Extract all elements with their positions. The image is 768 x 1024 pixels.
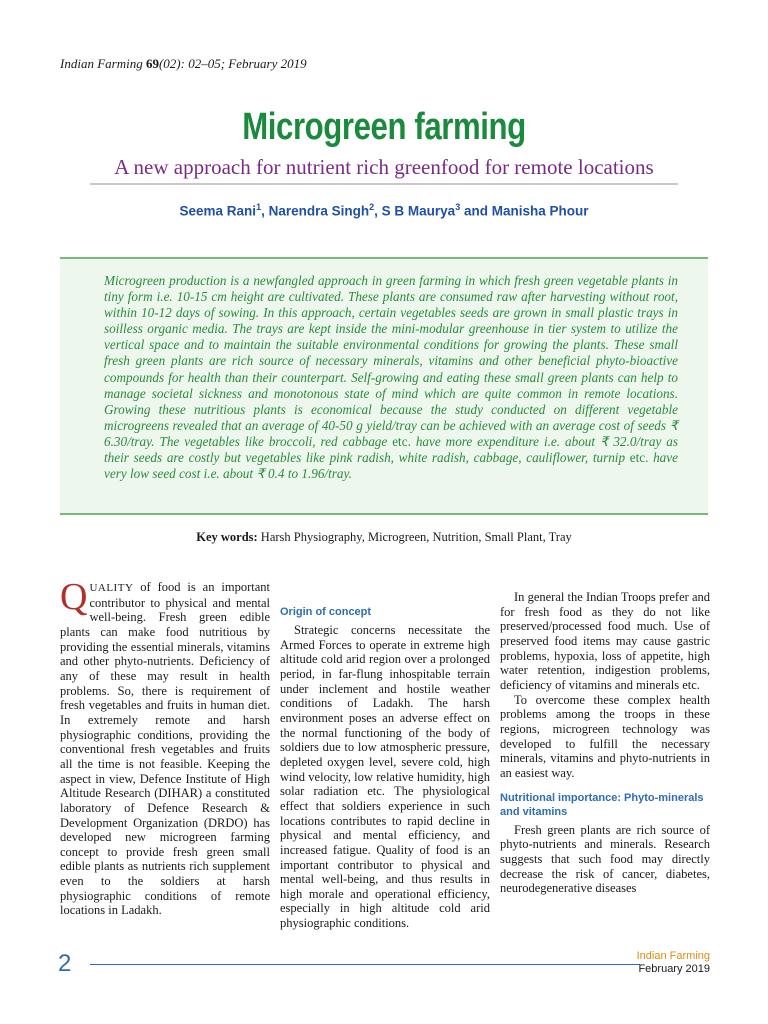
abstract-part: have more expenditure i.e. about ₹ 32.0/tray as their seeds are costly but vegetables like pink radish, white radish, cabbage, cauliflower, turnip xyxy=(104,433,678,466)
abstract-box xyxy=(60,257,708,515)
keywords-line xyxy=(0,530,768,545)
body-column-3 xyxy=(500,580,710,896)
intro-text: of food is an important contributor to physical and mental well-being. Fresh green edible plants can make food nutritious by providing the essential minerals, vitamins and other phyto-nutrients. Deficiency of any of these may result in health problems. So, there is requirement of fresh vegetables and fruits in human diet. In extremely remote and harsh physiographic conditions, providing the conventional fresh vegetables and fruits all the time is not feasible. Keeping the aspect in view, Defence Institute of High Altitude Research (DIHAR) a constituted laboratory of Defence Research & Development Organization (DRDO) has developed new microgreen farming concept to provide fresh green small edible plants as nutrients rich supplement even to the soldiers at harsh physiographic conditions of remote locations in Ladakh. xyxy=(60,580,270,918)
author-affiliation-mark: 1 xyxy=(256,202,262,212)
intro-paragraph xyxy=(60,576,270,918)
drop-cap: Q xyxy=(60,576,88,618)
author-affiliation-mark: 2 xyxy=(369,202,375,212)
abstract-etc: etc. xyxy=(392,433,411,449)
body-column-2 xyxy=(280,580,490,931)
body-paragraph: Fresh green plants are rich source of phyto-nutrients and minerals. Research suggests that such food may directly decrease the risk of cancer, diabetes, neurodegenerative diseases xyxy=(500,822,710,896)
subtitle-divider xyxy=(90,183,678,185)
author-separator: , xyxy=(374,203,382,219)
body-column-1 xyxy=(60,576,270,918)
author-name: S B Maurya xyxy=(381,203,456,219)
journal-issue-pages: (02): 02–05; February 2019 xyxy=(158,56,307,71)
footer-journal xyxy=(637,950,710,976)
footer-date: February 2019 xyxy=(638,963,710,975)
journal-name: Indian Farming xyxy=(60,56,143,71)
abstract-part: have very low seed cost i.e. about ₹ 0.4 to 1.96/tray. xyxy=(104,450,678,482)
body-paragraph: To overcome these complex health problems among the troops in these regions, microgreen technology was developed to fulfill the necessary minerals, vitamins and phyto-nutrients in an easiest way. xyxy=(500,692,710,780)
journal-citation xyxy=(60,56,307,72)
abstract-text xyxy=(104,273,678,482)
intro-smallcaps: UALITY xyxy=(89,582,134,594)
body-paragraph: In general the Indian Troops prefer and for fresh food as they do not like preserved/processed food much. Use of preserved food items may cause gastric problems, hypoxia, loss of appetite, high water retention, indigestion problems, deficiency of vitamins and minerals etc. xyxy=(500,590,710,692)
author-separator: and xyxy=(460,203,492,219)
body-paragraph: Strategic concerns necessitate the Armed Forces to operate in extreme high altitude cold arid region over a prolonged period, in far-flung inhospitable terrain under inclement and hostile weather conditions of Ladakh. The harsh environment poses an adverse effect on the normal functioning of the body of soldiers due to low atmospheric pressure, depleted oxygen level, severe cold, high wind velocity, low relative humidity, high solar radiation etc. The physiological effect that soldiers experience in such locations contributes to rapid decline in physical and mental efficiency, and increased fatigue. Quality of food is an important contributor to physical and mental well-being, and thus results in high morale and operational efficiency, especially in high altitude cold arid physiographic conditions. xyxy=(280,623,490,931)
author-name: Seema Rani xyxy=(179,203,257,219)
page-number: 2 xyxy=(58,950,72,977)
abstract-etc: etc. xyxy=(629,450,649,466)
section-heading-nutrition: Nutritional importance: Phyto-minerals and vitamins xyxy=(500,791,704,818)
keywords-list: Harsh Physiography, Microgreen, Nutrition, Small Plant, Tray xyxy=(260,530,572,544)
author-name: Narendra Singh xyxy=(268,203,370,219)
article-title: Microgreen farming xyxy=(242,106,526,148)
author-separator: , xyxy=(261,203,269,219)
footer-divider xyxy=(90,964,640,965)
section-heading-origin: Origin of concept xyxy=(280,606,372,618)
journal-volume: 69 xyxy=(145,56,159,71)
author-affiliation-mark: 3 xyxy=(455,202,461,212)
author-name: Manisha Phour xyxy=(491,203,589,219)
abstract-part: Microgreen production is a newfangled approach in green farming in which fresh green vegetable plants in tiny form i.e. 10-15 cm height are cultivated. These plants are consumed raw after harvesting without root, within 10-12 days of sowing. In this approach, certain vegetables seeds are grown in small plastic trays in soilless organic media. The trays are kept inside the mini-modular greenhouse in tier system to utilize the vertical space and to maintain the suitable environmental conditions for growing the plants. These small fresh green plants are rich source of necessary minerals, vitamins and other beneficial phyto-bioactive compounds for health than their counterpart. Self-growing and eating these small green plants can help to manage societal sickness and monotonous state of mind which are quite common in remote locations. Growing these nutritious plants is economical because the study conducted on different vegetable microgreens revealed that an average of 40-50 g yield/tray can be achieved with an average cost of seeds ₹ 6.30/tray. The vegetables like broccoli, red cabbage xyxy=(104,273,678,449)
footer-journal-name: Indian Farming xyxy=(636,950,710,962)
article-subtitle: A new approach for nutrient rich greenfood for remote locations xyxy=(114,155,654,179)
author-list xyxy=(0,202,768,219)
keywords-label: Key words: xyxy=(196,530,258,544)
